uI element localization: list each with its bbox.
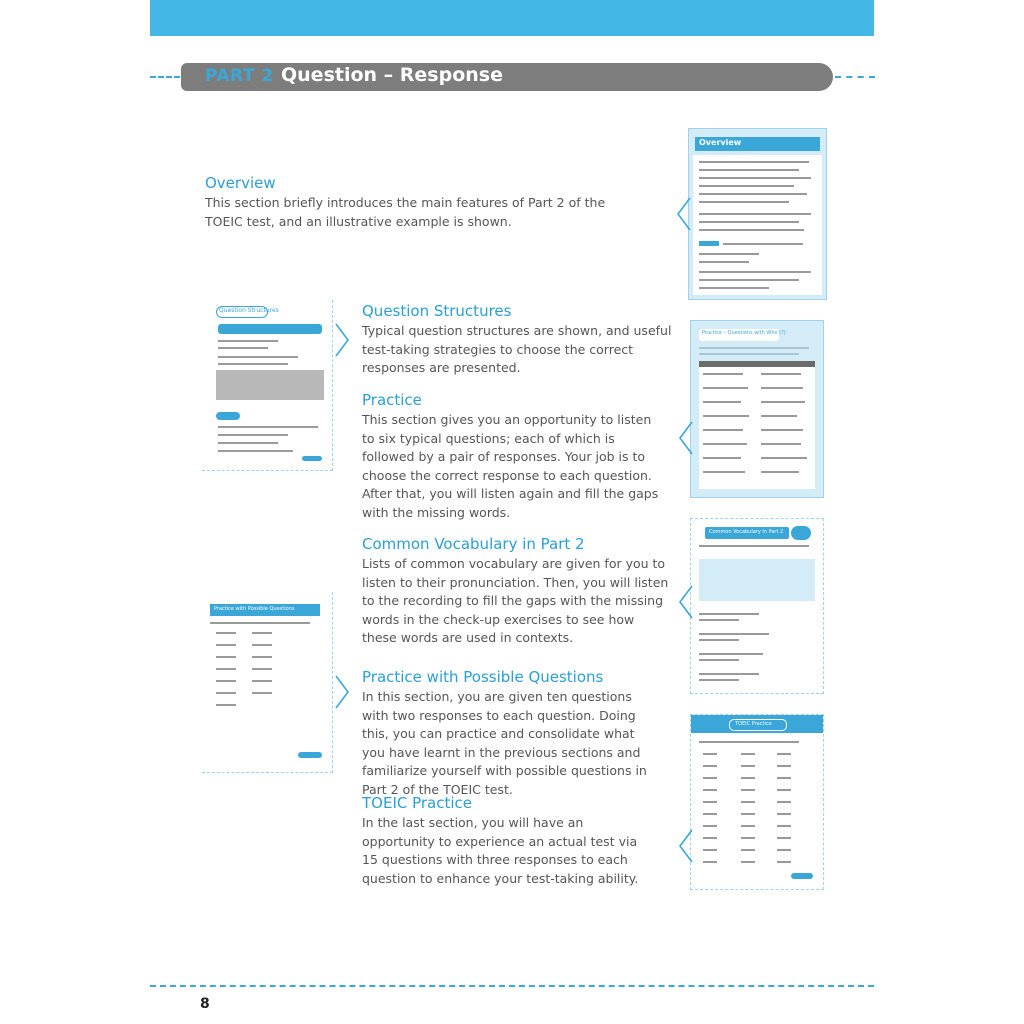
- part-label: PART 2: [205, 66, 274, 86]
- question-structures-text: Typical question structures are shown, and useful test-taking strategies to choose the correct responses are presented.: [362, 323, 672, 376]
- thumb-title: Overview: [699, 138, 742, 147]
- practice-text: This section gives you an opportunity to listen to six typical questions; each of which is followed by a pair of responses. Your job is to choose the correct response to each question. After that, you will listen again and fill the gaps with the missing words.: [362, 412, 659, 520]
- overview-text: This section briefly introduces the main features of Part 2 of the TOEIC test, and an illustrative example is shown.: [205, 195, 606, 229]
- overview-thumbnail: [688, 128, 827, 300]
- practice-heading: Practice: [362, 391, 422, 409]
- thumb-body: [693, 155, 822, 295]
- common-vocabulary-chevron-icon: [678, 584, 694, 620]
- page-number: 8: [200, 996, 210, 1012]
- possible-questions-thumbnail: [202, 592, 333, 773]
- question-structures-thumbnail: [202, 300, 333, 471]
- thumb-title: TOEIC Practice: [735, 721, 772, 727]
- toeic-practice-text: In the last section, you will have an opportunity to experience an actual test via 15 questions with three responses to each question to enhance your test-taking ability.: [362, 815, 639, 886]
- thumb-title: Question Structures: [219, 307, 279, 314]
- thumb-title: Common Vocabulary in Part 2: [709, 529, 784, 535]
- toeic-practice-thumbnail: [690, 714, 824, 890]
- question-structures-heading: Question Structures: [362, 302, 512, 320]
- question-structures-chevron-icon: [334, 322, 350, 358]
- top-color-band: [150, 0, 874, 36]
- common-vocabulary-text: Lists of common vocabulary are given for you to listen to their pronunciation. Then, you will listen to the recording to fill the gaps with the missing words in the check-up exercises to see how these words are used in contexts.: [362, 556, 669, 646]
- common-vocabulary-thumbnail: [690, 518, 824, 694]
- toeic-practice-chevron-icon: [678, 828, 694, 864]
- practice-thumbnail: [690, 320, 824, 498]
- thumb-title: Practice with Possible Questions: [214, 606, 295, 612]
- header-dash-left: [150, 76, 180, 78]
- common-vocabulary-heading: Common Vocabulary in Part 2: [362, 535, 585, 553]
- toeic-practice-heading: TOEIC Practice: [362, 794, 473, 812]
- header-dash-right: [835, 76, 875, 78]
- possible-questions-heading: Practice with Possible Questions: [362, 668, 604, 686]
- possible-questions-text: In this section, you are given ten questions with two responses to each question. Doing this, you can practice and consolidate what you have learnt in the previous sections and familiarize yourself with possible questions in Part 2 of the TOEIC test.: [362, 689, 647, 797]
- thumb-title: Practice – Questions with Who (?): [702, 330, 786, 336]
- practice-chevron-icon: [678, 420, 694, 456]
- page-title: Question – Response: [281, 64, 503, 86]
- title-bar: [181, 63, 833, 91]
- overview-heading: Overview: [205, 174, 276, 192]
- possible-questions-chevron-icon: [334, 674, 350, 710]
- footer-dash-line: [150, 985, 874, 987]
- overview-chevron-icon: [676, 196, 692, 232]
